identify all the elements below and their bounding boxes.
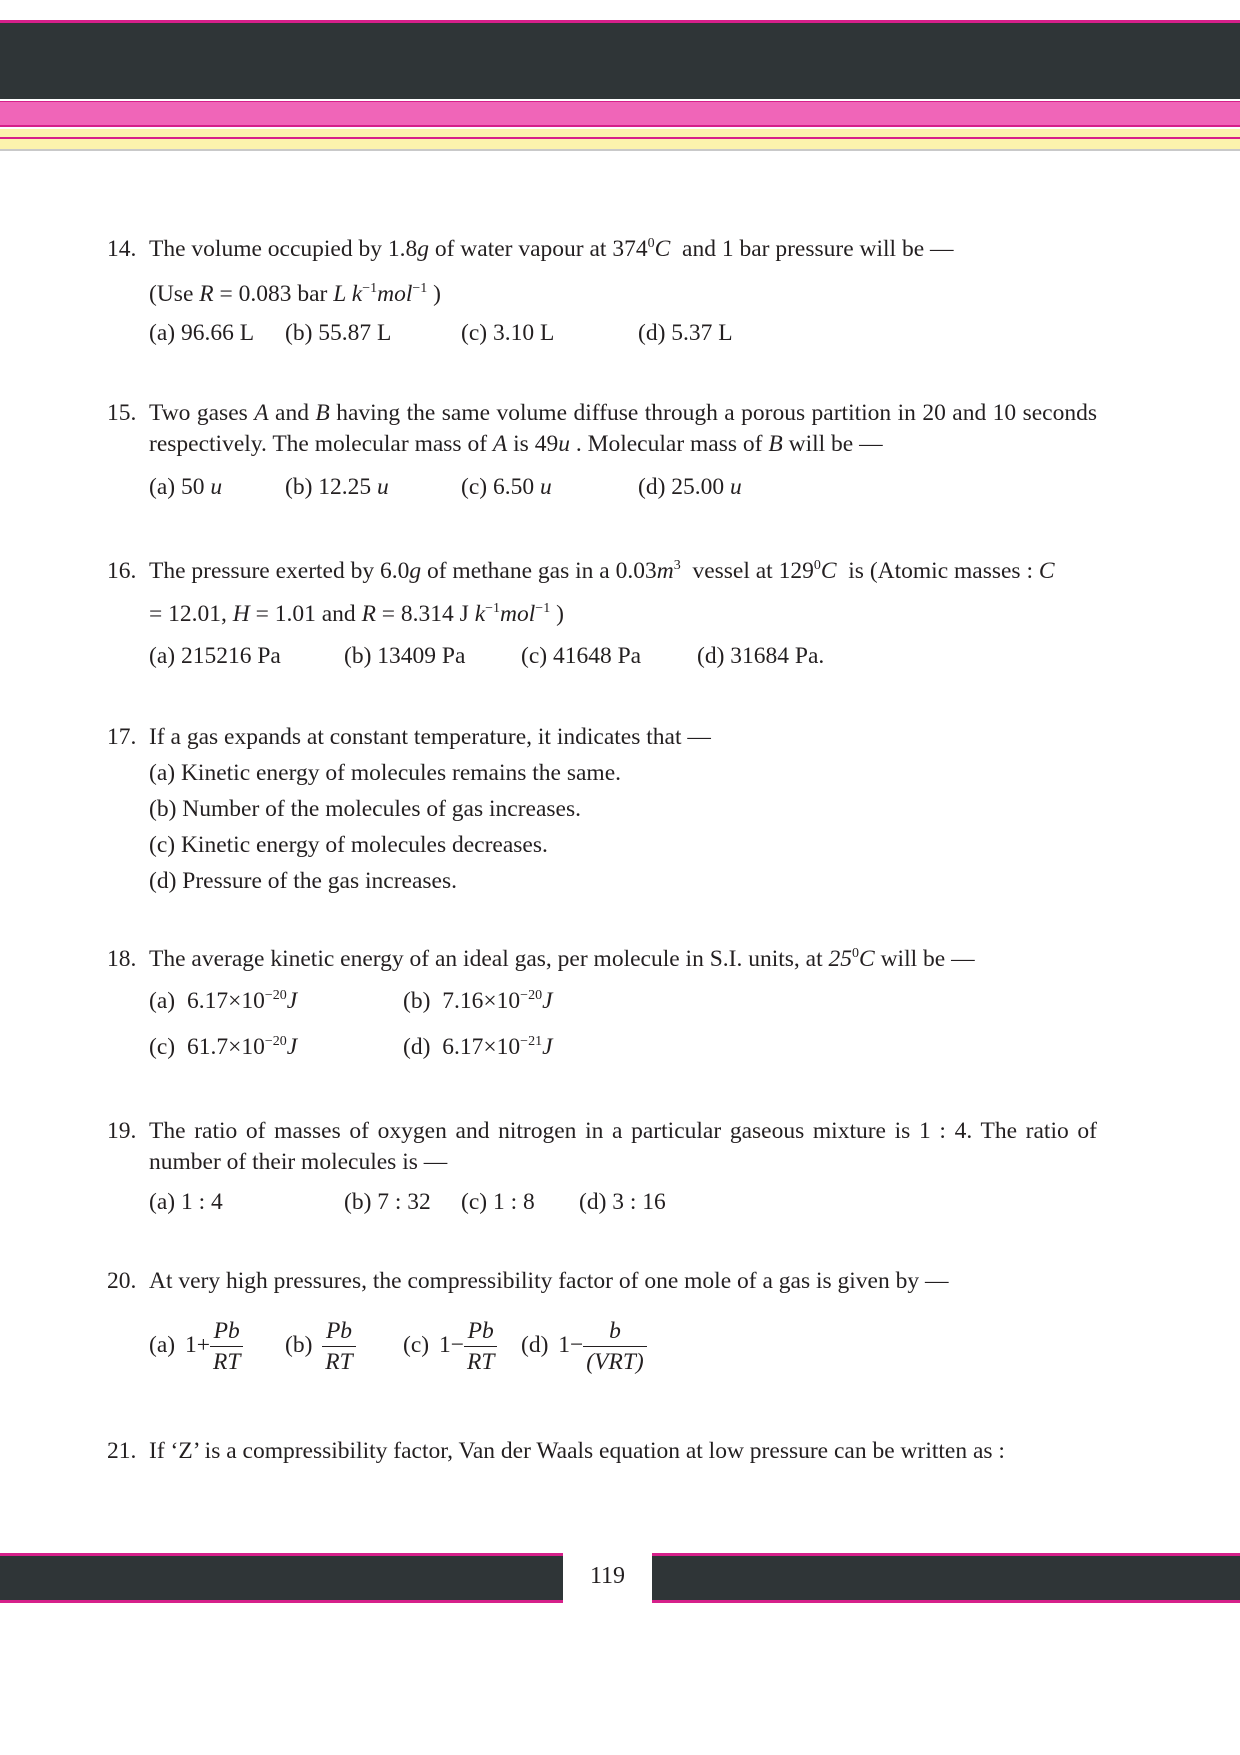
header-yellow-band — [0, 129, 1240, 151]
footer-right-band — [652, 1553, 1240, 1603]
option-c[interactable]: (c) 1 : 8 — [461, 1189, 535, 1215]
question-15 — [107, 398, 1097, 460]
option-d[interactable]: (d) 1− $\frac{b}{\text{(VRT)}}$ — [521, 1316, 647, 1377]
option-b[interactable]: (b) 13409 Pa — [344, 643, 466, 669]
question-number: 20. — [107, 1268, 137, 1294]
option-b[interactable]: (b) Number of the molecules of gas increases. — [149, 796, 581, 822]
option-a[interactable]: (a) 1 : 4 — [149, 1189, 223, 1215]
option-a[interactable]: (a) 1+ $\frac{Pb}{RT}$ — [149, 1316, 243, 1377]
question-number: 21. — [107, 1438, 137, 1464]
option-a[interactable]: (a) Kinetic energy of molecules remains the same. — [149, 760, 621, 786]
option-d[interactable]: (d) 31684 Pa. — [697, 643, 825, 669]
question-number: 15. — [107, 400, 137, 426]
fraction: $\frac{Pb}{RT}$ — [322, 1316, 355, 1377]
header-dark-band — [0, 20, 1240, 99]
question-17-text: If a gas expands at constant temperature, it indicates that — — [149, 724, 711, 750]
question-number: 18. — [107, 946, 137, 972]
fraction: $\frac{Pb}{RT}$ — [210, 1316, 243, 1377]
question-20-text: At very high pressures, the compressibility factor of one mole of a gas is given by — — [149, 1268, 949, 1294]
fraction: $\frac{Pb}{RT}$ — [464, 1316, 497, 1377]
option-a[interactable]: (a) 96.66 L — [149, 320, 255, 346]
question-text: The ratio of masses of oxygen and nitrogen in a particular gaseous mixture is 1 : 4. The ratio of number of their molecules is — — [149, 1118, 1097, 1175]
header-divider-line — [0, 137, 1240, 139]
option-b[interactable]: (b) $7.16\times 10^{-20}J$ — [403, 988, 553, 1014]
option-b[interactable]: (b) 55.87 L — [285, 320, 392, 346]
option-c[interactable]: (c) $61.7\times 10^{-20}J$ — [149, 1034, 298, 1060]
question-text: Two gases A and B having the same volume diffuse through a porous partition in 20 and 10 seconds respectively. The molecular mass of A is 49u . Molecular mass of B will be — — [149, 400, 1098, 457]
question-16-text: The pressure exerted by 6.0g of methane gas in a $0.03m^3$ vessel at $129^0C$ is (Atomic masses : C — [149, 558, 1055, 584]
option-c[interactable]: (c) 6.50 u — [461, 474, 552, 500]
option-b[interactable]: (b) 7 : 32 — [344, 1189, 431, 1215]
question-21-text: If ‘Z’ is a compressibility factor, Van der Waals equation at low pressure can be written as : — [149, 1438, 1005, 1464]
option-d[interactable]: (d) 3 : 16 — [579, 1189, 666, 1215]
question-number: 17. — [107, 724, 137, 750]
question-number: 19. — [107, 1118, 137, 1144]
option-b[interactable]: (b) $\frac{Pb}{RT}$ — [285, 1316, 356, 1377]
question-19 — [107, 1116, 1097, 1178]
option-c[interactable]: (c) 1− $\frac{Pb}{RT}$ — [403, 1316, 497, 1377]
footer-left-band — [0, 1553, 563, 1603]
option-c[interactable]: (c) 3.10 L — [461, 320, 555, 346]
option-d[interactable]: (d) Pressure of the gas increases. — [149, 868, 458, 894]
option-c[interactable]: (c) 41648 Pa — [521, 643, 642, 669]
option-a[interactable]: (a) $6.17\times 10^{-20}J$ — [149, 988, 298, 1014]
fraction: $\frac{b}{\text{(VRT)}}$ — [583, 1316, 646, 1377]
page-number: 119 — [589, 1563, 626, 1589]
question-number: 14. — [107, 236, 137, 262]
question-18-text: The average kinetic energy of an ideal gas, per molecule in S.I. units, at $25^0C$ will be — — [149, 946, 975, 972]
option-a[interactable]: (a) 50 u — [149, 474, 223, 500]
question-16-text-cont: = 12.01, H = 1.01 and R = 8.314 J $k^{-1}mol^{-1}$ ) — [149, 601, 564, 627]
option-c[interactable]: (c) Kinetic energy of molecules decreases. — [149, 832, 548, 858]
option-a[interactable]: (a) 215216 Pa — [149, 643, 281, 669]
option-d[interactable]: (d) $6.17\times 10^{-21}J$ — [403, 1034, 553, 1060]
question-text: The volume occupied by 1.8g of water vapour at $374^0C$ and 1 bar pressure will be — — [149, 236, 954, 262]
question-number: 16. — [107, 558, 137, 584]
header-pink-band — [0, 101, 1240, 127]
question-hint: (Use R = 0.083 bar L $k^{-1}mol^{-1}$ ) — [149, 281, 441, 307]
option-b[interactable]: (b) 12.25 u — [285, 474, 389, 500]
option-d[interactable]: (d) 25.00 u — [638, 474, 742, 500]
option-d[interactable]: (d) 5.37 L — [638, 320, 733, 346]
